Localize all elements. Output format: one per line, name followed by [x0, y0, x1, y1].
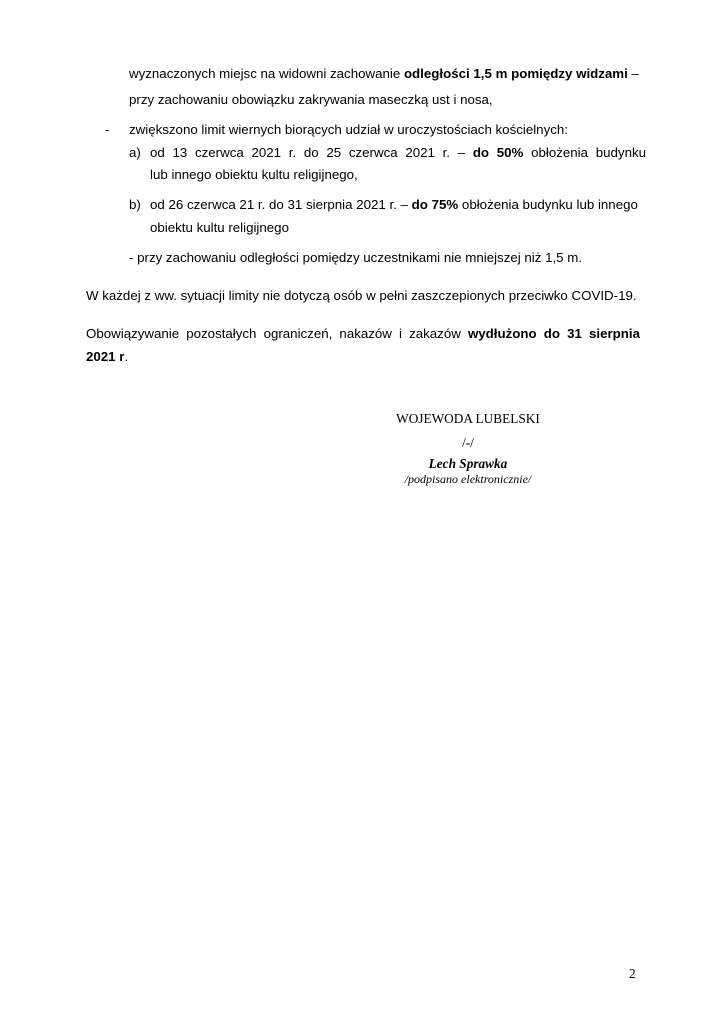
list-marker-b: b) [129, 197, 141, 212]
text-span: . [124, 349, 129, 364]
page-number: 2 [629, 966, 636, 981]
bold-text: wydłużono do 31 sierpnia [467, 326, 640, 341]
bold-text: do 75% [411, 197, 459, 212]
text-span: wyznaczonych miejsc na widowni zachowanie [129, 66, 404, 81]
text-line: obiektu kultu religijnego [150, 220, 289, 235]
text-line: przy zachowaniu obowiązku zakrywania maseczką ust i nosa, [129, 92, 493, 107]
text-line: - przy zachowaniu odległości pomiędzy uczestnikami nie mniejszej niż 1,5 m. [129, 250, 583, 265]
list-dash-marker: - [105, 122, 110, 137]
signature-mark: /-/ [462, 435, 474, 450]
text-line [129, 66, 639, 81]
signatory-name: Lech Sprawka [428, 456, 508, 471]
signature-note: /podpisano elektronicznie/ [404, 472, 532, 486]
text-line [150, 197, 638, 212]
text-span: obłożenia budynku lub innego [458, 197, 638, 212]
list-marker-a: a) [129, 145, 141, 160]
bold-text: odległości 1,5 m pomiędzy widzami [403, 66, 628, 81]
paragraph-line [86, 349, 128, 364]
text-line [150, 145, 646, 160]
text-span: od 13 czerwca 2021 r. do 25 czerwca 2021 r. – [150, 145, 473, 160]
paragraph-line: W każdej z ww. sytuacji limity nie dotyczą osób w pełni zaszczepionych przeciwko COVID-19. [86, 288, 637, 303]
bold-text: do 50% [472, 145, 524, 160]
text-span: od 26 czerwca 21 r. do 31 sierpnia 2021 r. – [150, 197, 412, 212]
text-line: lub innego obiektu kultu religijnego, [150, 167, 358, 182]
signature-title: WOJEWODA LUBELSKI [396, 411, 540, 426]
paragraph-line [86, 326, 640, 341]
text-line: zwiększono limit wiernych biorących udział w uroczystościach kościelnych: [129, 122, 568, 137]
text-span: – [627, 66, 639, 81]
text-span: Obowiązywanie pozostałych ograniczeń, nakazów i zakazów [86, 326, 468, 341]
bold-text: 2021 r [86, 349, 125, 364]
text-span: obłożenia budynku [523, 145, 647, 160]
